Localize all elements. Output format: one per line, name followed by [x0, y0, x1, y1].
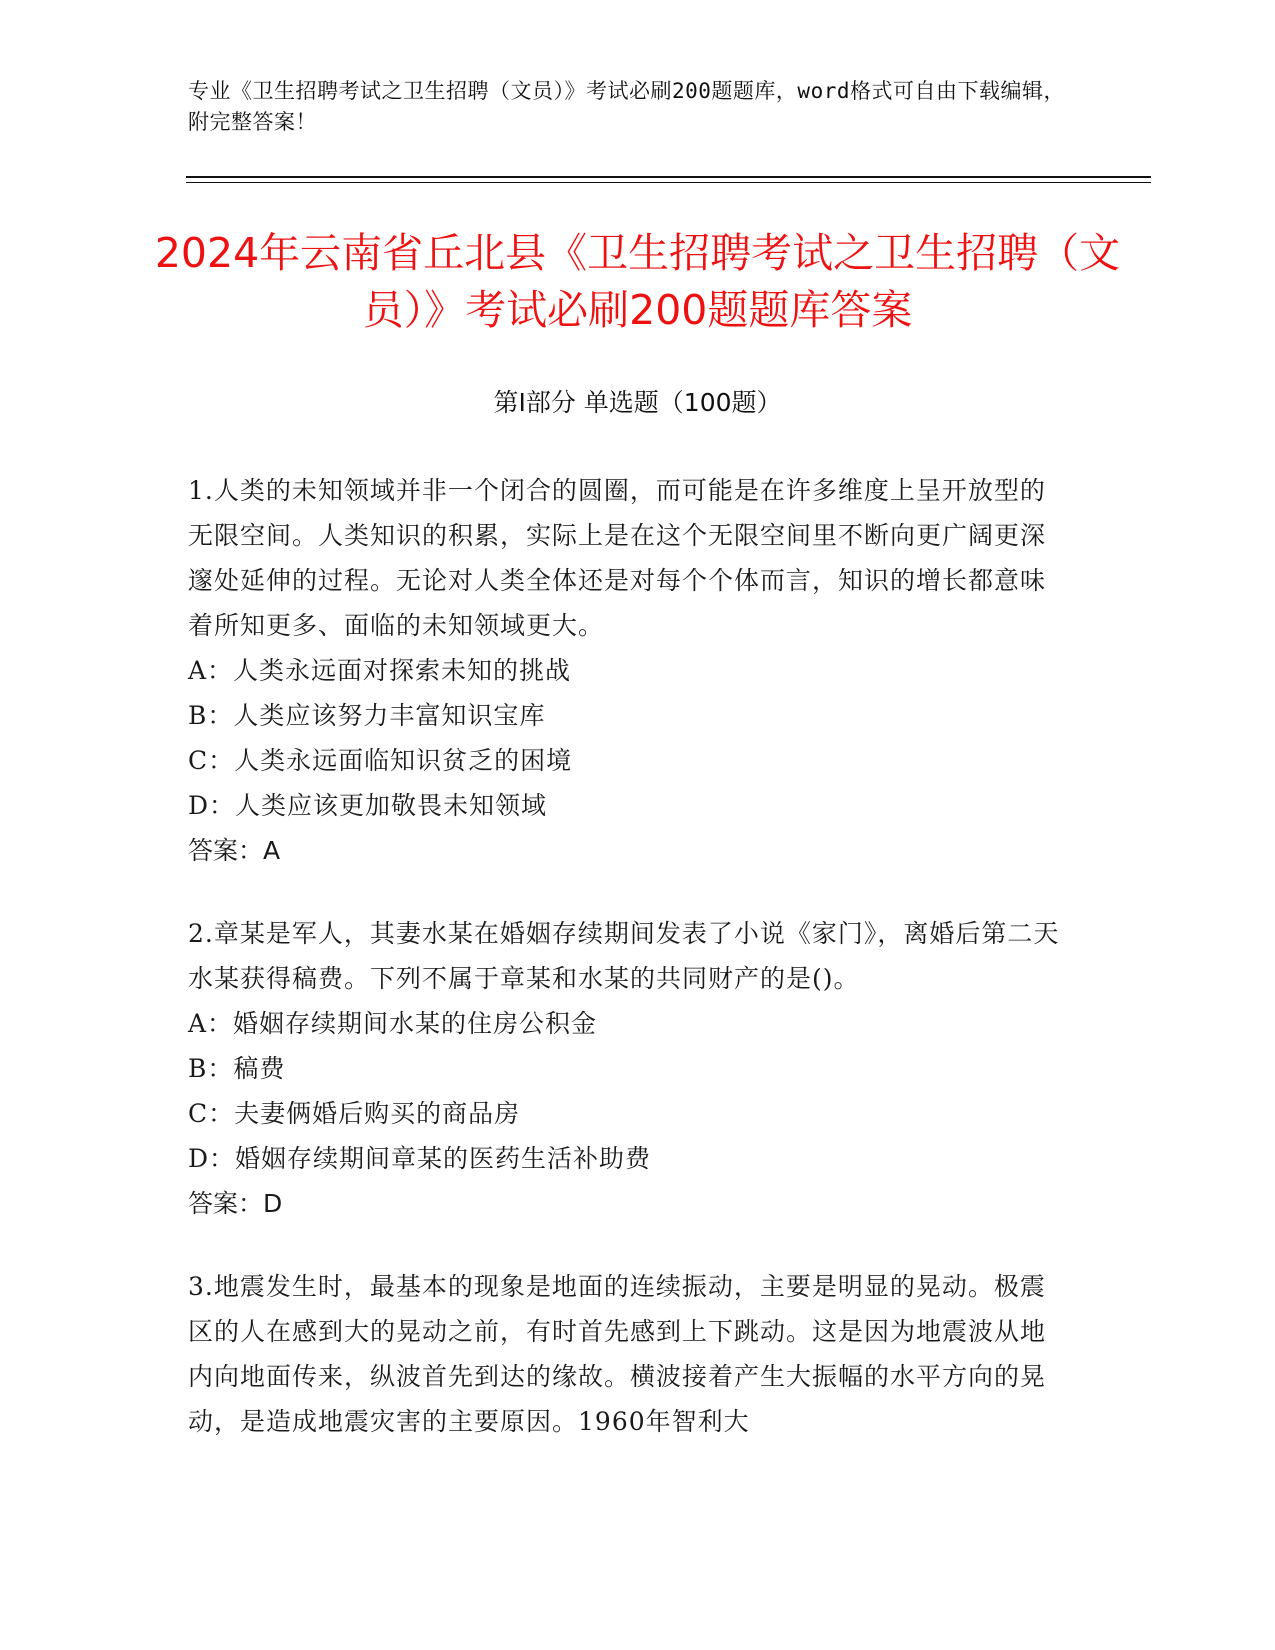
section-heading: 第I部分 单选题（100题）: [493, 388, 782, 417]
option-c: C：夫妻俩婚后购买的商品房: [188, 1099, 521, 1128]
question-item: [188, 1264, 1068, 1444]
option-b: B：人类应该努力丰富知识宝库: [188, 701, 546, 730]
question-stem: 3.地震发生时，最基本的现象是地面的连续振动，主要是明显的晃动。极震区的人在感到大的晃动之前，有时首先感到上下跳动。这是因为地震波从地内向地面传来，纵波首先到达的缘故。横波接着产生大振幅的水平方向的晃动，是造成地震灾害的主要原因。1960年智利大: [188, 1272, 1047, 1436]
header-divider-thin: [186, 182, 1151, 183]
document-title: 2024年云南省丘北县《卫生招聘考试之卫生招聘（文员）》考试必刷200题题库答案: [154, 229, 1121, 334]
option-a: A：婚姻存续期间水某的住房公积金: [188, 1009, 598, 1038]
question-stem: 2.章某是军人，其妻水某在婚姻存续期间发表了小说《家门》，离婚后第二天水某获得稿费。下列不属于章某和水某的共同财产的是()。: [188, 919, 1060, 993]
answer-line: 答案：D: [188, 1189, 283, 1218]
question-item: [188, 468, 1068, 873]
header-note: 专业《卫生招聘考试之卫生招聘（文员）》考试必刷200题题库，word格式可自由下载编辑，附完整答案！: [188, 79, 1065, 134]
option-b: B：稿费: [188, 1054, 286, 1083]
option-d: D：人类应该更加敬畏未知领域: [188, 791, 548, 820]
question-list: [188, 468, 1068, 1482]
answer-line: 答案：A: [188, 836, 281, 865]
question-stem: 1.人类的未知领域并非一个闭合的圆圈，而可能是在许多维度上呈开放型的无限空间。人类知识的积累，实际上是在这个无限空间里不断向更广阔更深邃处延伸的过程。无论对人类全体还是对每个个体而言，知识的增长都意味着所知更多、面临的未知领域更大。: [188, 476, 1047, 640]
question-item: [188, 911, 1068, 1226]
header-divider-thick: [186, 176, 1151, 178]
option-c: C：人类永远面临知识贫乏的困境: [188, 746, 573, 775]
option-d: D：婚姻存续期间章某的医药生活补助费: [188, 1144, 652, 1173]
option-a: A：人类永远面对探索未知的挑战: [188, 656, 572, 685]
